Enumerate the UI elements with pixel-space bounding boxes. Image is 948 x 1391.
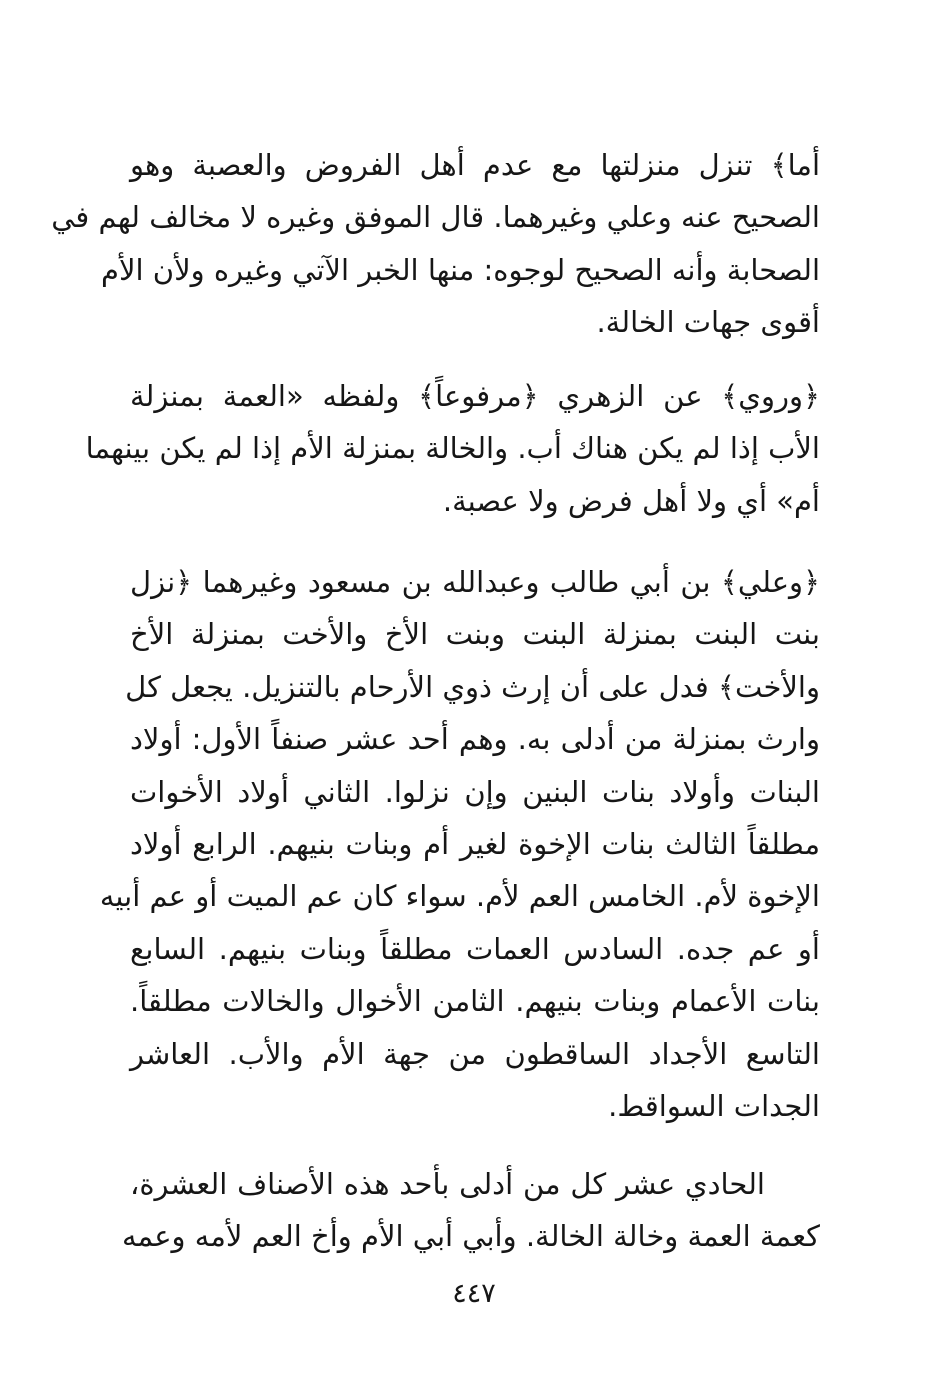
- text-line: بنات الأعمام وبنات بنيهم. الثامن الأخوال والخالات مطلقاً.: [130, 984, 820, 1019]
- text-line: الحادي عشر كل من أدلى بأحد هذه الأصناف العشرة،: [130, 1167, 765, 1201]
- paragraph-1: [51, 139, 820, 349]
- page-number: ٤٤٧: [452, 1278, 496, 1309]
- text-line: الصحيح عنه وعلي وغيرهما. قال الموفق وغيره لا مخالف لهم في: [51, 200, 820, 235]
- text-line: أقوى جهات الخالة.: [596, 305, 820, 340]
- paragraph-3: [99, 556, 820, 1132]
- text-line: التاسع الأجداد الساقطون من جهة الأم والأب. العاشر: [130, 1036, 820, 1071]
- text-line: الأب إذا لم يكن هناك أب. والخالة بمنزلة الأم إذا لم يكن بينهما: [85, 431, 820, 466]
- text-line: والأخت﴾ فدل على أن إرث ذوي الأرحام بالتنزيل. يجعل كل: [125, 669, 820, 704]
- text-line: وارث بمنزلة من أدلى به. وهم أحد عشر صنفاً الأول: أولاد: [130, 722, 820, 757]
- paragraph-2: [85, 370, 820, 527]
- text-line: الجدات السواقط.: [608, 1089, 820, 1124]
- text-line: البنات وأولاد بنات البنين وإن نزلوا. الثاني أولاد الأخوات: [130, 774, 820, 809]
- text-line: أما﴾ تنزل منزلتها مع عدم أهل الفروض والعصبة وهو: [130, 148, 820, 182]
- text-line: ﴿وروي﴾ عن الزهري ﴿مرفوعاً﴾ ولفظه «العمة بمنزلة: [130, 379, 820, 413]
- text-line: أم» أي ولا أهل فرض ولا عصبة.: [442, 483, 820, 518]
- text-line: بنت البنت بمنزلة البنت وبنت الأخ والأخت بمنزلة الأخ: [130, 617, 820, 652]
- text-line: كعمة العمة وخالة الخالة. وأبي أبي الأم وأخ العم لأمه وعمه: [121, 1219, 820, 1254]
- paragraph-4: [121, 1158, 820, 1263]
- text-line: ﴿وعلي﴾ بن أبي طالب وعبدالله بن مسعود وغيرهما ﴿نزل: [130, 565, 820, 599]
- text-line: مطلقاً الثالث بنات الإخوة لغير أم وبنات بنيهم. الرابع أولاد: [130, 827, 820, 862]
- text-line: الإخوة لأم. الخامس العم لأم. سواء كان عم الميت أو عم أبيه: [99, 879, 820, 914]
- text-line: الصحابة وأنه الصحيح لوجوه: منها الخبر الآتي وغيره ولأن الأم: [101, 252, 820, 287]
- text-line: أو عم جده. السادس العمات مطلقاً وبنات بنيهم. السابع: [130, 931, 820, 966]
